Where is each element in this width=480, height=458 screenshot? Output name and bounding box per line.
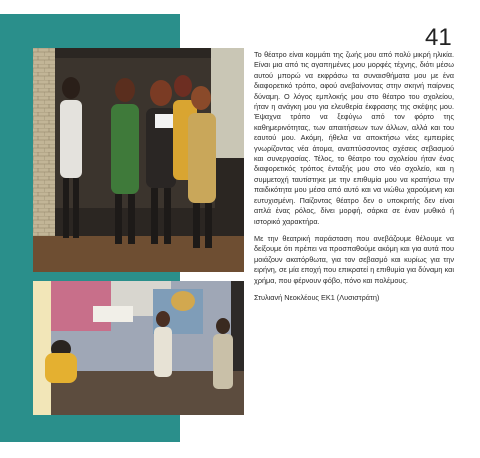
- article-text: [254, 50, 454, 310]
- author-signature: Στυλιανή Νεοκλέους ΕΚ1 (Λυσιστράτη): [254, 292, 380, 302]
- page-number: 41: [425, 24, 452, 51]
- paragraph-1: Το θέατρο είναι κομμάτι της ζωής μου από πολύ μικρή ηλικία. Είναι μια από τις αγαπημένες μου μορφές τέχνης, διότι μέσω αυτού μπορώ να εκφράσω τα συναισθήματα μου με ένα διαφορετικό τρόπο, αφού ανεβαίνοντας στην σκηνή παίρνεις δύναμη. Ο λόγος εμπλοκής μου στο θέατρο του σχολείου, ήταν η ανάγκη μου για ελευθερία έκφρασης της σκέψης μου. Έψαχνα τρόπο να ξεφύγω από τον φόρτο της καθημερινότητας, των απαιτήσεων των άλλων, αλλά και του εαυτού μου. Ακόμη, ήθελα να αποκτήσω νέες εμπειρίες γνωρίζοντας νέα άτομα, αναπτύσσοντας σχέσεις σεβασμού και συνεργασίας. Τέλος, το θέατρο του σχολείου ήταν ένας διαφορετικός τρόπος ένταξής μου στο νέο σχολείο, και η συμμετοχή ταυτίστηκε με την επιθυμία μου να κρατήσω την παιδικότητα μου μέσα από αυτό και να νιώθω χαρούμενη και ευτυχισμένη. Παίζοντας θέατρο δεν ο υποκριτής δεν είναι απλά ένας ρόλος, δίνει μορφή, σάρκα σε έναν μυθικό ή ιστορικό χαρακτήρα.: [254, 50, 454, 226]
- stage-photo-bottom: [33, 281, 244, 415]
- paragraph-2: Με την θεατρική παράσταση που ανεβάζουμε θέλουμε να δείξουμε ότι πρέπει να προσπαθούμε ακόμη και για αυτά που μοιάζουν ακατόρθωτα, για τον σεβασμό και κυρίως για την ειρήνη, σε μία εποχή που επικρατεί η επιθυμία για δύναμη και χρήμα, που φέρνουν φόβο, πόνο και πολέμους.: [254, 233, 454, 285]
- stage-photo-top: [33, 48, 244, 272]
